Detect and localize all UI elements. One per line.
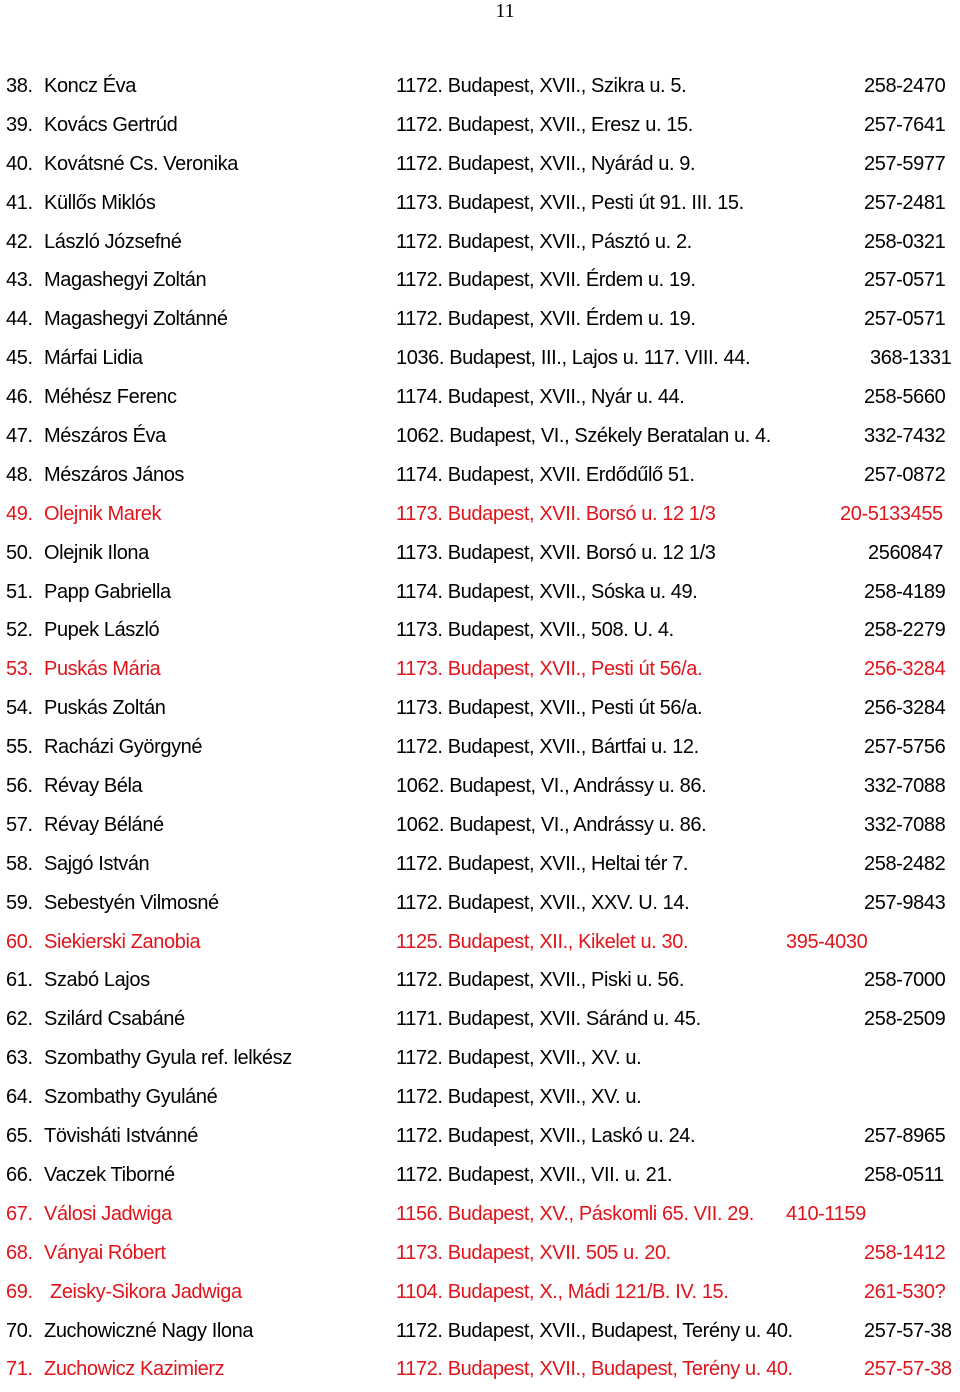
entry-name: Méhész Ferenc [44,386,177,409]
entry-number: 63. [6,1047,33,1070]
entry-name: Kovács Gertrúd [44,113,178,136]
entry-address: 1174. Budapest, XVII. Erdődűlő 51. [396,463,695,486]
entry-address: 1173. Budapest, XVII. 505 u. 20. [396,1241,671,1264]
entry-phone: 258-2279 [864,619,946,642]
entry-address: 1173. Budapest, XVII. Borsó u. 12 1/3 [396,541,716,564]
entry-phone: 256-3284 [864,697,946,720]
entry-name: Zuchowicz Kazimierz [44,1358,225,1381]
entry-phone: 395-4030 [786,930,868,953]
entry-phone: 257-0571 [864,308,946,331]
entry-address: 1172. Budapest, XVII., Szikra u. 5. [396,75,687,97]
entry-number: 38. [6,75,33,97]
entry-address: 1062. Budapest, VI., Andrássy u. 86. [396,775,707,798]
entry-name: Ványai Róbert [44,1241,166,1264]
entry-address: 1104. Budapest, X., Mádi 121/B. IV. 15. [396,1280,729,1303]
list-item [0,923,960,962]
entry-number: 71. [6,1358,33,1381]
list-item [0,417,960,456]
entry-number: 66. [6,1163,33,1186]
entry-name: Magashegyi Zoltán [44,269,207,292]
entry-phone: 258-1412 [864,1241,946,1264]
entry-number: 50. [6,541,33,564]
list-item [0,495,960,534]
entry-address: 1172. Budapest, XVII., XV. u. [396,1086,642,1109]
entry-address: 1172. Budapest, XVII., Piski u. 56. [396,969,685,992]
entry-number: 46. [6,386,33,409]
list-item [0,650,960,689]
entry-phone: 256-3284 [864,658,946,681]
list-item [0,184,960,223]
list-item [0,300,960,339]
entry-number: 60. [6,930,33,953]
entry-name: Siekierski Zanobia [44,930,201,953]
list-item [0,145,960,184]
entry-address: 1172. Budapest, XVII. Érdem u. 19. [396,269,696,292]
entry-number: 61. [6,969,33,992]
entry-name: Szombathy Gyula ref. lelkész [44,1047,292,1070]
entry-address: 1062. Budapest, VI., Andrássy u. 86. [396,813,707,836]
list-item [0,1195,960,1234]
entry-phone: 258-0321 [864,230,946,253]
entry-address: 1173. Budapest, XVII. Borsó u. 12 1/3 [396,502,716,525]
entry-name: Révay Béla [44,775,143,798]
list-item [0,611,960,650]
list-item [0,573,960,612]
list-item [0,1117,960,1156]
page-number: 11 [495,0,515,22]
entry-number: 42. [6,230,33,253]
entry-phone: 258-2482 [864,852,946,875]
entry-name: Válosi Jadwiga [44,1202,172,1225]
list-item [0,806,960,845]
entry-phone: 258-2470 [864,75,946,97]
entry-number: 49. [6,502,33,525]
entry-phone: 257-2481 [864,191,946,214]
list-item [0,961,960,1000]
list-item [0,1312,960,1351]
entry-address: 1173. Budapest, XVII., Pesti út 56/a. [396,697,703,720]
entry-phone: 257-7641 [864,113,946,136]
list-item [0,1078,960,1117]
entry-phone: 258-4189 [864,580,946,603]
list-item [0,689,960,728]
entry-phone: 332-7088 [864,813,946,836]
entry-name: Révay Béláné [44,813,164,836]
entry-phone: 368-1331 [870,347,952,370]
entry-number: 41. [6,191,33,214]
entry-phone: 257-0872 [864,463,946,486]
list-item [0,261,960,300]
entry-number: 52. [6,619,33,642]
entry-phone: 332-7432 [864,425,946,448]
entry-name: Puskás Mária [44,658,161,681]
entry-number: 53. [6,658,33,681]
list-item [0,728,960,767]
entry-name: Szabó Lajos [44,969,150,992]
entry-address: 1171. Budapest, XVII. Sáránd u. 45. [396,1008,701,1031]
entry-name: Tövisháti Istvánné [44,1125,198,1148]
list-item [0,456,960,495]
entry-address: 1173. Budapest, XVII., Pesti út 56/a. [396,658,703,681]
entry-name: Papp Gabriella [44,580,171,603]
entry-name: Magashegyi Zoltánné [44,308,228,331]
entry-address: 1172. Budapest, XVII. Érdem u. 19. [396,308,696,331]
entry-number: 47. [6,425,33,448]
entry-phone: 20-5133455 [840,502,943,525]
entry-name: Mészáros Éva [44,425,166,448]
entry-number: 57. [6,813,33,836]
entry-name: Sebestyén Vilmosné [44,891,219,914]
entry-phone: 261-530? [864,1280,946,1303]
entry-number: 43. [6,269,33,292]
entry-number: 45. [6,347,33,370]
entry-name: Márfai Lidia [44,347,143,370]
entry-name: Küllős Miklós [44,191,156,214]
entry-address: 1174. Budapest, XVII., Nyár u. 44. [396,386,685,409]
list-item [0,1000,960,1039]
entry-number: 56. [6,775,33,798]
entry-number: 40. [6,152,33,175]
entry-address: 1156. Budapest, XV., Páskomli 65. VII. 29. [396,1202,754,1225]
entry-address: 1172. Budapest, XVII., XXV. U. 14. [396,891,690,914]
entry-phone: 258-0511 [864,1163,944,1186]
list-item [0,1156,960,1195]
entry-number: 39. [6,113,33,136]
list-item [0,1234,960,1273]
entry-address: 1173. Budapest, XVII., 508. U. 4. [396,619,674,642]
entry-address: 1172. Budapest, XVII., Pásztó u. 2. [396,230,692,253]
list-item [0,534,960,573]
entry-phone: 257-9843 [864,891,946,914]
entry-number: 62. [6,1008,33,1031]
entry-number: 54. [6,697,33,720]
list-item [0,339,960,378]
entry-name: Kovátsné Cs. Veronika [44,152,238,175]
entry-address: 1172. Budapest, XVII., Heltai tér 7. [396,852,689,875]
entry-number: 64. [6,1086,33,1109]
entry-phone: 2560847 [868,541,944,564]
entry-address: 1172. Budapest, XVII., Bártfai u. 12. [396,736,699,759]
list-item [0,378,960,417]
entry-name: Szilárd Csabáné [44,1008,185,1031]
entry-name: Olejnik Ilona [44,541,149,564]
entry-number: 68. [6,1241,33,1264]
list-item [0,1350,960,1389]
entry-address: 1172. Budapest, XVII., Nyárád u. 9. [396,152,696,175]
entry-number: 51. [6,580,33,603]
entry-address: 1172. Budapest, XVII., Laskó u. 24. [396,1125,696,1148]
entry-address: 1172. Budapest, XVII., Budapest, Terény u. 40. [396,1358,793,1381]
entry-phone: 257-0571 [864,269,946,292]
entry-phone: 258-5660 [864,386,946,409]
entry-phone: 257-57-38 [864,1358,952,1381]
list-item [0,884,960,923]
entry-number: 67. [6,1202,33,1225]
entry-address: 1036. Budapest, III., Lajos u. 117. VIII. 44. [396,347,751,370]
entry-number: 55. [6,736,33,759]
list-item [0,106,960,145]
entry-address: 1172. Budapest, XVII., Budapest, Terény u. 40. [396,1319,793,1342]
entry-address: 1172. Budapest, XVII., Eresz u. 15. [396,113,693,136]
entry-number: 44. [6,308,33,331]
entry-name: Vaczek Tiborné [44,1163,175,1186]
entry-number: 48. [6,463,33,486]
entry-address: 1062. Budapest, VI., Székely Beratalan u. 4. [396,425,771,448]
entry-number: 59. [6,891,33,914]
entry-phone: 258-2509 [864,1008,946,1031]
entry-address: 1173. Budapest, XVII., Pesti út 91. III. 15. [396,191,744,214]
entry-number: 69. [6,1280,33,1303]
entry-number: 65. [6,1125,33,1148]
entry-number: 70. [6,1319,33,1342]
entry-phone: 257-5756 [864,736,946,759]
entry-name: Zuchowiczné Nagy Ilona [44,1319,254,1342]
entry-name: László Józsefné [44,230,182,253]
entry-phone: 257-5977 [864,152,946,175]
list-item [0,845,960,884]
entry-number: 58. [6,852,33,875]
entry-name: Pupek László [44,619,160,642]
entry-name: Racházi Györgyné [44,736,203,759]
list-item [0,1039,960,1078]
entry-name: Szombathy Gyuláné [44,1086,218,1109]
entry-address: 1174. Budapest, XVII., Sóska u. 49. [396,580,698,603]
entry-address: 1172. Budapest, XVII., XV. u. [396,1047,642,1070]
entry-phone: 410-1159 [786,1202,866,1225]
entry-address: 1172. Budapest, XVII., VII. u. 21. [396,1163,673,1186]
entry-phone: 257-57-38 [864,1319,952,1342]
entry-name: Puskás Zoltán [44,697,166,720]
entry-name: Koncz Éva [44,75,137,97]
entry-name: Zeisky-Sikora Jadwiga [50,1280,242,1303]
entry-name: Mészáros János [44,463,185,486]
entry-phone: 257-8965 [864,1125,946,1148]
entry-phone: 332-7088 [864,775,946,798]
list-item [0,1273,960,1312]
entry-name: Sajgó István [44,852,150,875]
list-item [0,223,960,262]
list-item [0,67,960,106]
entry-name: Olejnik Marek [44,502,162,525]
directory-list [0,67,960,1389]
entry-address: 1125. Budapest, XII., Kikelet u. 30. [396,930,689,953]
list-item [0,767,960,806]
entry-phone: 258-7000 [864,969,946,992]
